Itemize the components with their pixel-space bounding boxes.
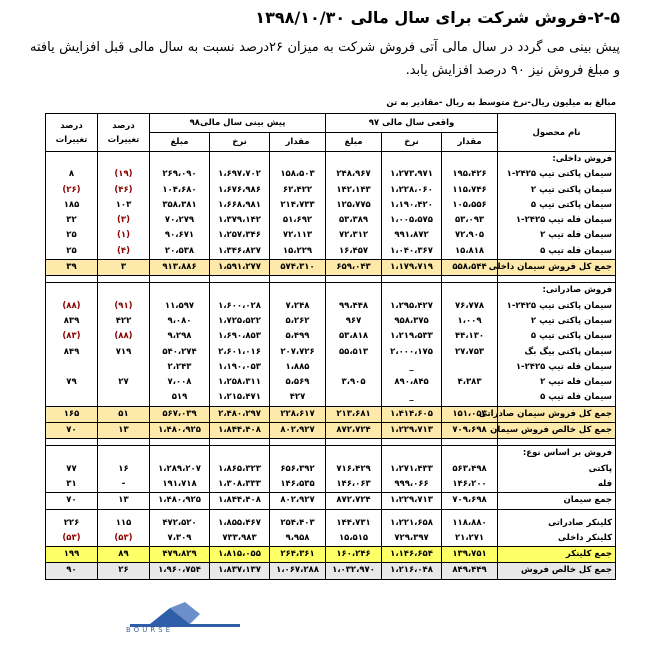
cell-a-amt: ۲۴۸،۹۶۷ [326, 167, 382, 182]
cell-a-amt: ۱۴۴،۷۳۱ [326, 516, 382, 531]
product-name: جمع کلینکر [498, 547, 616, 563]
cell-f-rate: ۱،۲۱۵،۴۷۱ [210, 390, 270, 406]
table-row [46, 329, 616, 344]
cell-a-qty: ۵۵۸،۵۴۴ [442, 260, 498, 276]
cell-a-qty: ۸۴۹،۴۴۹ [442, 563, 498, 579]
cell-p2 [46, 390, 98, 406]
cell-a-rate: ۱،۲۲۹،۷۱۳ [382, 493, 442, 509]
spacer-cell [46, 276, 98, 283]
cell-f-qty: ۲۵۴،۴۰۳ [270, 516, 326, 531]
spacer-cell [270, 276, 326, 283]
cell-f-amt: ۱،۴۸۰،۹۲۵ [150, 423, 210, 439]
cell-a-amt: ۵۳،۳۸۹ [326, 213, 382, 228]
cell-p1: ۱۱۵ [98, 516, 150, 531]
cell-p1: ۱۳ [98, 493, 150, 509]
cell-a-rate: ۱،۱۷۹،۷۱۹ [382, 260, 442, 276]
cell-f-qty: ۲۶۴،۳۶۱ [270, 547, 326, 563]
empty-cell [98, 446, 150, 462]
cell-p2: ۱۸۵ [46, 198, 98, 213]
product-name: جمع کل خالص فروش سیمان [498, 423, 616, 439]
cell-a-rate: ۱،۱۴۶،۶۵۴ [382, 547, 442, 563]
empty-cell [442, 446, 498, 462]
cell-p2: ۲۵ [46, 244, 98, 260]
cell-p1: (۵۳) [98, 531, 150, 547]
cell-a-amt: ۵۵،۵۱۳ [326, 345, 382, 360]
cell-a-rate: ۱،۲۱۶،۰۴۸ [382, 563, 442, 579]
cell-f-amt: ۵۴۰،۲۷۴ [150, 345, 210, 360]
sales-table [45, 113, 616, 580]
cell-p1: ۳ [98, 260, 150, 276]
cell-f-rate: ۱،۵۹۱،۲۷۷ [210, 260, 270, 276]
cell-a-qty: ۴،۳۸۳ [442, 375, 498, 390]
cell-f-qty: ۷۲،۱۱۳ [270, 228, 326, 243]
cell-f-rate: ۱،۸۵۵،۴۶۷ [210, 516, 270, 531]
empty-cell [98, 152, 150, 168]
cell-p1: (۱۹) [98, 167, 150, 182]
cell-p1 [98, 360, 150, 375]
table-row [46, 183, 616, 198]
section-label: فروش صادراتی: [498, 283, 616, 299]
empty-cell [270, 283, 326, 299]
product-name: سیمان فله تیپ ۲ [498, 375, 616, 390]
empty-cell [150, 283, 210, 299]
cell-f-amt: ۳۵۸،۳۸۱ [150, 198, 210, 213]
cell-a-amt: ۳،۹۰۵ [326, 375, 382, 390]
cell-f-rate: ۷۳۳،۹۸۳ [210, 531, 270, 547]
cell-p2: ۳۹ [46, 260, 98, 276]
logo-text: BOURSE [126, 626, 174, 634]
cell-p2: ۲۲۶ [46, 516, 98, 531]
cell-f-rate: ۱،۲۵۸،۳۱۱ [210, 375, 270, 390]
cell-f-amt: ۵۶۷،۰۳۹ [150, 406, 210, 422]
cell-f-amt: ۷،۳۰۹ [150, 531, 210, 547]
cell-f-amt: ۲،۲۴۳ [150, 360, 210, 375]
cell-a-amt: ۱۴۶،۰۶۳ [326, 477, 382, 493]
table-row [46, 375, 616, 390]
header-forecast-rate: نرخ [210, 133, 270, 152]
cell-f-qty: ۱۵،۲۲۹ [270, 244, 326, 260]
product-name: سیمان پاکتی تیپ ۲۴۲۵-۱ [498, 167, 616, 182]
cell-a-rate: ۱،۲۲۱،۶۵۸ [382, 516, 442, 531]
cell-a-qty: ۷۶،۷۷۸ [442, 299, 498, 314]
table-row [46, 439, 616, 446]
cell-f-qty: ۶۲،۴۲۲ [270, 183, 326, 198]
empty-cell [150, 446, 210, 462]
cell-f-amt: ۷،۰۰۸ [150, 375, 210, 390]
cell-a-amt: ۷۲،۳۱۲ [326, 228, 382, 243]
product-name: کلینکر داخلی [498, 531, 616, 547]
cell-p2: ۹۰ [46, 563, 98, 579]
cell-f-rate: ۱،۶۹۷،۷۰۲ [210, 167, 270, 182]
cell-f-rate: ۲،۴۸۰،۲۹۷ [210, 406, 270, 422]
empty-cell [326, 152, 382, 168]
table-row [46, 167, 616, 182]
cell-a-qty [442, 360, 498, 375]
cell-a-amt: ۸۷۲،۷۲۴ [326, 423, 382, 439]
product-name: سیمان فله تیپ ۵ [498, 244, 616, 260]
cell-a-rate: ۹۹۹،۰۶۶ [382, 477, 442, 493]
cell-p2: ۲۵ [46, 228, 98, 243]
table-row [46, 516, 616, 531]
cell-a-amt: ۸۷۲،۷۲۴ [326, 493, 382, 509]
spacer-cell [326, 439, 382, 446]
spacer-cell [270, 439, 326, 446]
cell-p2: ۸ [46, 167, 98, 182]
cell-p1: (۴۶) [98, 183, 150, 198]
cell-p2: (۲۶) [46, 183, 98, 198]
cell-p1: (۹۱) [98, 299, 150, 314]
table-row [46, 260, 616, 276]
cell-a-amt: ۱۶،۴۵۷ [326, 244, 382, 260]
cell-f-rate: ۱،۷۲۵،۵۲۲ [210, 314, 270, 329]
cell-f-qty: ۲۰۷،۷۲۶ [270, 345, 326, 360]
product-name: سیمان فله تیپ ۵ [498, 390, 616, 406]
spacer-cell [46, 439, 98, 446]
cell-a-rate: ۷۲۹،۳۹۷ [382, 531, 442, 547]
cell-p1 [98, 390, 150, 406]
cell-f-qty: ۱،۸۸۵ [270, 360, 326, 375]
product-name: سیمان پاکتی تیپ ۲۴۲۵-۱ [498, 299, 616, 314]
section-label: فروش بر اساس نوع: [498, 446, 616, 462]
cell-a-amt [326, 360, 382, 375]
cell-a-qty: ۷۰۹،۶۹۸ [442, 493, 498, 509]
section-label: فروش داخلی: [498, 152, 616, 168]
cell-f-amt: ۹۱۳،۸۸۶ [150, 260, 210, 276]
table-row [46, 345, 616, 360]
cell-a-qty: ۷۰۹،۶۹۸ [442, 423, 498, 439]
cell-a-rate: ۱،۴۱۴،۶۰۵ [382, 406, 442, 422]
cell-f-qty: ۲۱۴،۷۳۳ [270, 198, 326, 213]
cell-a-rate: _ [382, 390, 442, 406]
spacer-cell [150, 439, 210, 446]
cell-a-amt: ۹۹،۴۴۸ [326, 299, 382, 314]
cell-f-rate: ۱،۳۷۹،۱۴۲ [210, 213, 270, 228]
cell-p1: ۸۹ [98, 547, 150, 563]
cell-f-qty: ۱،۰۶۷،۲۸۸ [270, 563, 326, 579]
cell-a-rate: ۸۹۰،۸۴۵ [382, 375, 442, 390]
cell-f-amt: ۱۱،۵۹۷ [150, 299, 210, 314]
spacer-cell [210, 439, 270, 446]
empty-cell [326, 446, 382, 462]
cell-f-rate: ۱،۱۹۰،۰۵۳ [210, 360, 270, 375]
empty-cell [382, 446, 442, 462]
cell-p2: ۱۶۵ [46, 406, 98, 422]
cell-a-qty: ۴۴،۱۳۰ [442, 329, 498, 344]
product-name: جمع کل فروش سیمان داخلی [498, 260, 616, 276]
cell-p2: ۳۱ [46, 477, 98, 493]
table-row [46, 477, 616, 493]
product-name: سیمان فله تیپ ۲۴۲۵-۱ [498, 360, 616, 375]
cell-f-rate: ۱،۶۹۰،۸۵۳ [210, 329, 270, 344]
cell-f-qty: ۲۲۸،۶۱۷ [270, 406, 326, 422]
empty-cell [150, 152, 210, 168]
product-name: سیمان پاکتی تیپ ۲ [498, 183, 616, 198]
spacer-cell [442, 276, 498, 283]
cell-a-rate: ۱،۲۱۹،۵۳۳ [382, 329, 442, 344]
cell-a-qty: ۱۵،۸۱۸ [442, 244, 498, 260]
units-note: مبالغ به میلیون ریال-نرخ متوسط به ریال -مقادیر به تن [386, 98, 616, 108]
cell-a-qty: ۱۹۵،۴۲۶ [442, 167, 498, 182]
empty-cell [210, 152, 270, 168]
table-row [46, 283, 616, 299]
cell-a-amt [326, 390, 382, 406]
product-name: سیمان فله تیپ ۲۴۲۵-۱ [498, 213, 616, 228]
cell-p1: ۵۱ [98, 406, 150, 422]
cell-a-amt: ۲۱۳،۶۸۱ [326, 406, 382, 422]
cell-f-amt: ۴۷۲،۵۲۰ [150, 516, 210, 531]
spacer-cell [326, 276, 382, 283]
empty-cell [270, 152, 326, 168]
cell-p2: (۸۸) [46, 299, 98, 314]
header-forecast-amount: مبلغ [150, 133, 210, 152]
cell-f-qty: ۸۰۲،۹۲۷ [270, 423, 326, 439]
empty-cell [442, 152, 498, 168]
header-actual-qty: مقدار [442, 133, 498, 152]
table-row [46, 423, 616, 439]
cell-f-rate: ۱،۶۷۶،۹۸۶ [210, 183, 270, 198]
cell-p1: ۴۲۲ [98, 314, 150, 329]
cell-f-amt: ۲۶۹،۰۹۰ [150, 167, 210, 182]
cell-p2: (۵۳) [46, 531, 98, 547]
header-actual-rate: نرخ [382, 133, 442, 152]
cell-f-qty: ۵،۲۶۲ [270, 314, 326, 329]
spacer-cell [498, 439, 616, 446]
cell-f-qty: ۶۵۶،۳۹۲ [270, 462, 326, 477]
table-row [46, 547, 616, 563]
cell-f-qty: ۱۵۸،۵۰۳ [270, 167, 326, 182]
cell-p2: ۷۰ [46, 493, 98, 509]
cell-p2: ۳۲ [46, 213, 98, 228]
cell-a-qty: ۷۲،۹۰۵ [442, 228, 498, 243]
product-name: کلینکر صادراتی [498, 516, 616, 531]
cell-a-amt: ۱۶۰،۲۴۶ [326, 547, 382, 563]
cell-a-rate: ۱،۰۰۵،۵۷۵ [382, 213, 442, 228]
cell-a-amt: ۱۲۵،۷۷۵ [326, 198, 382, 213]
spacer-cell [442, 439, 498, 446]
table-row [46, 276, 616, 283]
cell-p1: (۱) [98, 228, 150, 243]
empty-cell [270, 446, 326, 462]
empty-cell [46, 283, 98, 299]
table-row [46, 406, 616, 422]
table-row [46, 244, 616, 260]
cell-a-qty: ۱۱۵،۷۴۶ [442, 183, 498, 198]
cell-p2: ۱۹۹ [46, 547, 98, 563]
header-actual: واقعی سال مالی ۹۷ [326, 114, 498, 133]
cell-a-rate: ۱،۲۷۱،۴۳۳ [382, 462, 442, 477]
cell-f-rate: ۱،۶۶۸،۹۸۱ [210, 198, 270, 213]
cell-a-rate: ۱،۲۲۹،۷۱۳ [382, 423, 442, 439]
table-body [46, 152, 616, 580]
empty-cell [98, 283, 150, 299]
bourse-logo-icon [110, 600, 260, 640]
cell-a-qty: ۱،۰۰۹ [442, 314, 498, 329]
cell-f-amt: ۲۰،۵۳۸ [150, 244, 210, 260]
cell-p1: - [98, 477, 150, 493]
cell-f-amt: ۱۰۴،۶۸۰ [150, 183, 210, 198]
cell-f-qty: ۸۰۲،۹۲۷ [270, 493, 326, 509]
cell-p1: ۱۶ [98, 462, 150, 477]
cell-a-amt: ۱،۰۳۲،۹۷۰ [326, 563, 382, 579]
spacer-cell [498, 276, 616, 283]
empty-cell [382, 283, 442, 299]
cell-f-rate: ۱،۶۰۰،۰۲۸ [210, 299, 270, 314]
empty-cell [442, 283, 498, 299]
table-row [46, 390, 616, 406]
cell-p1: (۴) [98, 244, 150, 260]
section-title: ۲-۵-فروش شرکت برای سال مالی ۱۳۹۸/۱۰/۳۰ [255, 8, 620, 27]
cell-p2: ۷۷ [46, 462, 98, 477]
product-name: فله [498, 477, 616, 493]
cell-p2 [46, 360, 98, 375]
header-pct-1: درصد تغییرات [98, 114, 150, 152]
cell-a-rate: ۱،۰۴۰،۳۶۷ [382, 244, 442, 260]
cell-f-amt: ۹،۲۹۸ [150, 329, 210, 344]
table-row [46, 314, 616, 329]
cell-f-amt: ۷۰،۲۷۹ [150, 213, 210, 228]
table-row [46, 446, 616, 462]
spacer-cell [98, 276, 150, 283]
empty-cell [382, 152, 442, 168]
product-name: سیمان پاکتی بیگ بگ [498, 345, 616, 360]
cell-p2: (۸۳) [46, 329, 98, 344]
table-row [46, 493, 616, 509]
cell-a-qty [442, 390, 498, 406]
cell-f-qty: ۵،۴۹۹ [270, 329, 326, 344]
cell-p1: ۲۶ [98, 563, 150, 579]
cell-f-amt: ۵۱۹ [150, 390, 210, 406]
cell-a-rate: ۹۹۱،۸۷۲ [382, 228, 442, 243]
cell-a-rate: ۱،۲۹۵،۴۲۷ [382, 299, 442, 314]
table-row [46, 228, 616, 243]
cell-a-qty: ۱۰۵،۵۵۶ [442, 198, 498, 213]
table-row [46, 198, 616, 213]
cell-p1: ۱۳ [98, 423, 150, 439]
product-name: جمع کل فروش سیمان صادراتی [498, 406, 616, 422]
cell-p2: ۸۴۹ [46, 345, 98, 360]
cell-p2: ۸۳۹ [46, 314, 98, 329]
cell-f-rate: ۱،۸۴۴،۴۰۸ [210, 493, 270, 509]
cell-p1: (۳) [98, 213, 150, 228]
cell-a-rate: ۱،۱۹۰،۴۲۰ [382, 198, 442, 213]
product-name: سیمان پاکتی تیپ ۵ [498, 198, 616, 213]
cell-a-qty: ۵۳،۰۹۳ [442, 213, 498, 228]
cell-f-rate: ۲،۶۰۱،۰۱۶ [210, 345, 270, 360]
cell-f-qty: ۵۷۴،۳۱۰ [270, 260, 326, 276]
spacer-cell [382, 439, 442, 446]
product-name: سیمان فله تیپ ۲ [498, 228, 616, 243]
cell-f-rate: ۱،۸۴۴،۴۰۸ [210, 423, 270, 439]
cell-p1: ۲۷ [98, 375, 150, 390]
cell-f-amt: ۱۹۱،۷۱۸ [150, 477, 210, 493]
cell-a-amt: ۱۵،۵۱۵ [326, 531, 382, 547]
cell-f-rate: ۱،۸۶۵،۳۲۳ [210, 462, 270, 477]
cell-a-amt: ۹۶۷ [326, 314, 382, 329]
table-row [46, 299, 616, 314]
cell-a-amt: ۶۵۹،۰۴۳ [326, 260, 382, 276]
header-forecast-qty: مقدار [270, 133, 326, 152]
table-row [46, 360, 616, 375]
empty-cell [326, 283, 382, 299]
product-name: سیمان پاکتی تیپ ۵ [498, 329, 616, 344]
spacer-cell [210, 276, 270, 283]
cell-a-qty: ۲۷،۷۵۳ [442, 345, 498, 360]
cell-f-qty: ۵۱،۶۹۲ [270, 213, 326, 228]
cell-f-amt: ۱،۴۸۰،۹۲۵ [150, 493, 210, 509]
cell-a-amt: ۱۴۲،۱۴۳ [326, 183, 382, 198]
empty-cell [210, 446, 270, 462]
cell-f-rate: ۱،۸۳۷،۱۳۷ [210, 563, 270, 579]
cell-p1: ۷۱۹ [98, 345, 150, 360]
cell-a-rate: ۹۵۸،۳۷۵ [382, 314, 442, 329]
cell-f-qty: ۱۴۶،۵۳۵ [270, 477, 326, 493]
cell-f-amt: ۹۰،۶۷۱ [150, 228, 210, 243]
spacer-cell [382, 276, 442, 283]
header-pct-2: درصد تغییرات [46, 114, 98, 152]
cell-a-rate: ۲،۰۰۰،۱۷۵ [382, 345, 442, 360]
cell-a-rate: ۱،۲۷۳،۹۷۱ [382, 167, 442, 182]
product-name: جمع سیمان [498, 493, 616, 509]
header-forecast: پیش بینی سال مالی۹۸ [150, 114, 326, 133]
cell-a-qty: ۱۳۹،۷۵۱ [442, 547, 498, 563]
cell-a-qty: ۲۱،۲۷۱ [442, 531, 498, 547]
cell-f-amt: ۱،۲۸۹،۲۰۷ [150, 462, 210, 477]
product-name: پاکتی [498, 462, 616, 477]
cell-f-qty: ۵،۵۶۹ [270, 375, 326, 390]
cell-p2: ۷۹ [46, 375, 98, 390]
empty-cell [46, 152, 98, 168]
intro-paragraph: پیش بینی می گردد در سال مالی آتی فروش شرکت به میزان ۲۶درصد نسبت به سال مالی قبل افزایش یافته و مبلغ فروش نیز ۹۰ درصد افزایش یابد. [30, 40, 620, 78]
header-product: نام محصول [498, 114, 616, 152]
cell-f-amt: ۱،۹۶۰،۷۵۴ [150, 563, 210, 579]
cell-f-qty: ۷،۲۴۸ [270, 299, 326, 314]
spacer-cell [98, 439, 150, 446]
cell-f-amt: ۹،۰۸۰ [150, 314, 210, 329]
cell-a-qty: ۵۶۳،۴۹۸ [442, 462, 498, 477]
spacer-cell [150, 276, 210, 283]
table-row [46, 213, 616, 228]
empty-cell [46, 446, 98, 462]
cell-a-rate: _ [382, 360, 442, 375]
cell-f-qty: ۴۲۷ [270, 390, 326, 406]
cell-f-rate: ۱،۳۰۸،۳۳۳ [210, 477, 270, 493]
cell-p2: ۷۰ [46, 423, 98, 439]
product-name: سیمان پاکتی تیپ ۲ [498, 314, 616, 329]
table-row [46, 462, 616, 477]
cell-a-qty: ۱۴۶،۲۰۰ [442, 477, 498, 493]
cell-a-amt: ۵۳،۸۱۸ [326, 329, 382, 344]
cell-f-rate: ۱،۸۱۵،۰۵۵ [210, 547, 270, 563]
cell-a-qty: ۱۱۸،۸۸۰ [442, 516, 498, 531]
table-row [46, 563, 616, 579]
empty-cell [210, 283, 270, 299]
product-name: جمع کل خالص فروش [498, 563, 616, 579]
cell-f-amt: ۴۷۹،۸۲۹ [150, 547, 210, 563]
cell-f-rate: ۱،۲۵۷،۳۴۶ [210, 228, 270, 243]
cell-p1: (۸۸) [98, 329, 150, 344]
cell-p1: ۱۰۳ [98, 198, 150, 213]
table-row [46, 152, 616, 168]
cell-a-amt: ۷۱۶،۴۲۹ [326, 462, 382, 477]
header-actual-amount: مبلغ [326, 133, 382, 152]
cell-a-qty: ۱۵۱،۰۵۳ [442, 406, 498, 422]
cell-a-rate: ۱،۲۲۸،۰۶۰ [382, 183, 442, 198]
table-row [46, 531, 616, 547]
cell-f-rate: ۱،۳۴۶،۸۲۷ [210, 244, 270, 260]
cell-f-qty: ۹،۹۵۸ [270, 531, 326, 547]
